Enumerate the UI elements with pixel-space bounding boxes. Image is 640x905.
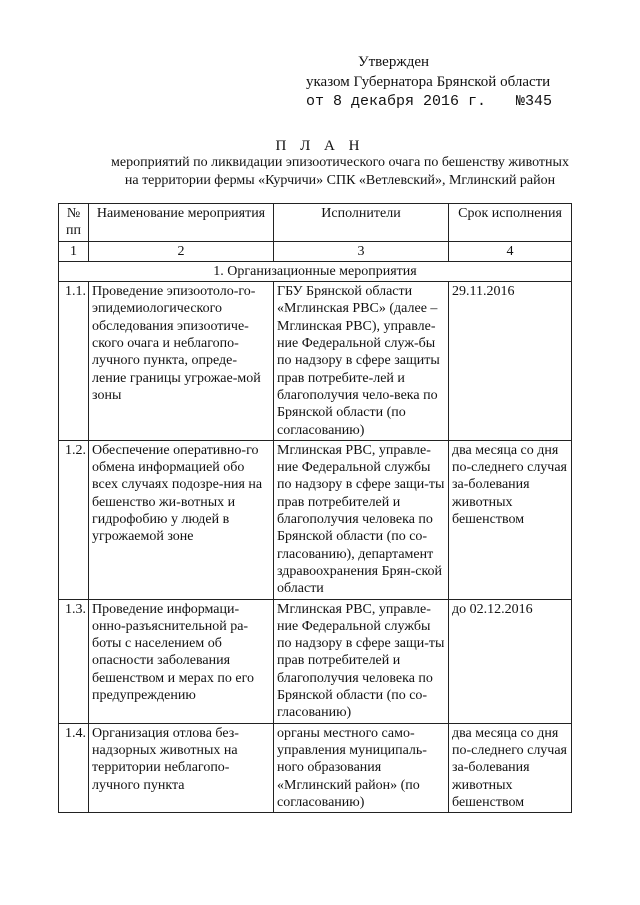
table-row bbox=[59, 282, 572, 441]
column-number: 4 bbox=[449, 241, 572, 261]
row-executors: органы местного само-управления муниципаль-ного образования «Мглинский район» (по согласованию) bbox=[274, 723, 449, 812]
header-num: № пп bbox=[59, 204, 89, 242]
row-deadline: 29.11.2016 bbox=[449, 282, 572, 441]
section-title: 1. Организационные мероприятия bbox=[59, 261, 572, 281]
column-number: 3 bbox=[274, 241, 449, 261]
table-header-row bbox=[59, 204, 572, 242]
approval-date: от 8 декабря 2016 г. bbox=[306, 93, 487, 110]
row-deadline: до 02.12.2016 bbox=[449, 599, 572, 723]
row-executors: Мглинская РВС, управле-ние Федеральной службы по надзору в сфере защи-ты прав потребителей и благополучия человека по Брянской области (по со-гласованию), департамент здравоохранения Брян-ской области bbox=[274, 440, 449, 599]
section-row bbox=[59, 261, 572, 281]
column-number: 2 bbox=[89, 241, 274, 261]
approval-line-2: указом Губернатора Брянской области bbox=[306, 74, 551, 90]
header-name: Наименование мероприятия bbox=[89, 204, 274, 242]
column-number-row bbox=[59, 241, 572, 261]
row-name: Обеспечение оперативно-го обмена информацией обо всех случаях подозре-ния на бешенство жи-вотных и гидрофобию у людей в угрожаемой зоне bbox=[89, 440, 274, 599]
row-number: 1.1. bbox=[59, 282, 89, 441]
row-deadline: два месяца со дня по-следнего случая за-болевания животных бешенством bbox=[449, 440, 572, 599]
header-executors: Исполнители bbox=[274, 204, 449, 242]
plan-table bbox=[58, 203, 572, 813]
row-executors: Мглинская РВС, управле-ние Федеральной службы по надзору в сфере защи-ты прав потребителей и благополучия человека по Брянской области (по со-гласованию) bbox=[274, 599, 449, 723]
header-deadline: Срок исполнения bbox=[449, 204, 572, 242]
table-row bbox=[59, 723, 572, 812]
approval-line-1: Утвержден bbox=[358, 54, 430, 70]
plan-subtitle-line-1: мероприятий по ликвидации эпизоотического очага по бешенству животных bbox=[111, 155, 569, 170]
row-number: 1.2. bbox=[59, 440, 89, 599]
column-number: 1 bbox=[59, 241, 89, 261]
row-deadline: два месяца со дня по-следнего случая за-болевания животных бешенством bbox=[449, 723, 572, 812]
row-name: Проведение эпизоотоло-го-эпидемиологического обследования эпизоотиче-ского очага и неблагопо-лучного пункта, опреде-ление границы угрожае-мой зоны bbox=[89, 282, 274, 441]
plan-subtitle bbox=[40, 154, 640, 190]
row-number: 1.3. bbox=[59, 599, 89, 723]
row-executors: ГБУ Брянской области «Мглинская РВС» (далее – Мглинская РВС), управле-ние Федеральной служ-бы по надзору в сфере защиты прав потребите-лей и благополучия чело-века по Брянской области (по согласованию) bbox=[274, 282, 449, 441]
table-row bbox=[59, 599, 572, 723]
approval-line-3 bbox=[306, 92, 626, 112]
row-name: Организация отлова без-надзорных животных на территории неблагопо-лучного пункта bbox=[89, 723, 274, 812]
plan-subtitle-line-2: на территории фермы «Курчичи» СПК «Ветлевский», Мглинский район bbox=[124, 173, 556, 188]
plan-title: П Л А Н bbox=[275, 138, 365, 154]
approval-number: №345 bbox=[516, 93, 553, 110]
row-name: Проведение информаци-онно-разъяснительной ра-боты с населением об опасности заболевания бешенством и мерах по его предупреждению bbox=[89, 599, 274, 723]
table-row bbox=[59, 440, 572, 599]
row-number: 1.4. bbox=[59, 723, 89, 812]
approval-block bbox=[306, 52, 626, 112]
